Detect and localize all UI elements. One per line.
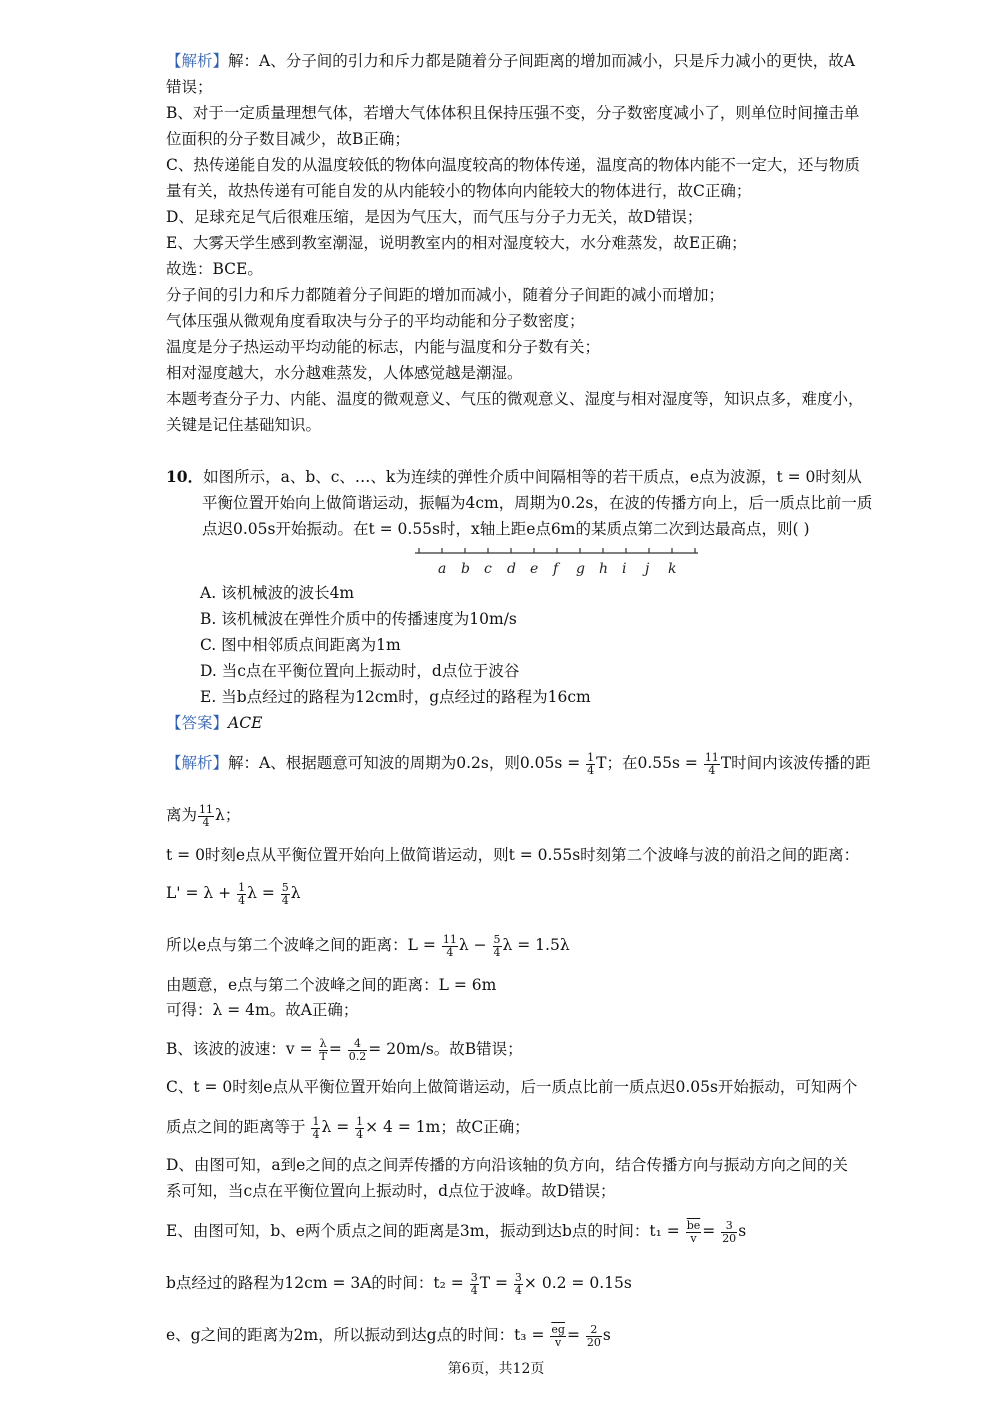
analysis-line-12: 温度是分子热运动平均动能的标志，内能与温度和分子数有关； — [166, 338, 601, 356]
question-stem-line-3: 点迟0.05s开始振动。在t = 0.55s时，x轴上距e点6m的某质点第二次到达最高点，则( ) — [202, 520, 810, 538]
axis-label-c: c — [484, 561, 492, 577]
analysis2-line-9: C、t = 0时刻e点从平衡位置开始向上做简谐运动，后一质点比前一质点迟0.05s开始振动，可知两个 — [166, 1078, 858, 1096]
option-c[interactable]: C. 图中相邻质点间距离为1m — [200, 636, 401, 654]
question-number: 10． — [166, 467, 204, 486]
analysis-line-3: B、对于一定质量理想气体，若增大气体体积且保持压强不变，分子数密度减小了，则单位时间撞击单 — [166, 104, 860, 122]
analysis-tag: 【解析】 — [166, 52, 229, 70]
question-stem-line-1: 10．如图所示，a、b、c、…、k为连续的弹性介质中间隔相等的若干质点，e点为波源，t = 0时刻从 — [166, 467, 862, 486]
option-d[interactable]: D. 当c点在平衡位置向上振动时，d点位于波谷 — [200, 662, 520, 680]
answer-value: ACE — [228, 714, 263, 732]
analysis-line-5: C、热传递能自发的从温度较低的物体向温度较高的物体传递，温度高的物体内能不一定大，还与物质 — [166, 156, 860, 174]
analysis-line-13: 相对湿度越大，水分越难蒸发，人体感觉越是潮湿。 — [166, 364, 523, 382]
question-stem-line-2: 平衡位置开始向上做简谐运动，振幅为4cm，周期为0.2s，在波的传播方向上，后一质点比前一质 — [202, 494, 873, 512]
analysis2-line-4: L' = λ + $\frac{1}{4}$ λ = $\frac{5}{4}$ λ — [166, 880, 301, 907]
analysis-line-14: 本题考查分子力、内能、温度的微观意义、气压的微观意义、湿度与相对湿度等，知识点多，难度小， — [166, 390, 864, 408]
analysis-line-11: 气体压强从微观角度看取决与分子的平均动能和分子数密度； — [166, 312, 585, 330]
analysis-line-7: D、足球充足气后很难压缩，是因为气压大，而气压与分子力无关，故D错误； — [166, 208, 703, 226]
axis-label-d: d — [507, 561, 516, 577]
analysis-line-2: 错误； — [166, 78, 213, 96]
axis-label-g: g — [576, 561, 585, 577]
axis-label-j: j — [645, 561, 650, 577]
analysis2-line-13: E、由图可知，b、e两个质点之间的距离是3m，振动到达b点的时间：t₁ = $\frac{\overline{be}}{v}$ = $\frac{3}{20}$ s — [166, 1218, 747, 1245]
analysis2-line-15: e、g之间的距离为2m，所以振动到达g点的时间：t₃ = $\frac{\overline{eg}}{v}$ = $\frac{2}{20}$ s — [166, 1322, 611, 1349]
analysis2-line-12: 系可知，当c点在平衡位置向上振动时，d点位于波峰。故D错误； — [166, 1182, 616, 1200]
analysis2-line-11: D、由图可知，a到e之间的点之间弄传播的方向沿该轴的负方向，结合传播方向与振动方向之间的关 — [166, 1156, 848, 1174]
analysis-line-10: 分子间的引力和斥力都随着分子间距的增加而减小，随着分子间距的减小而增加； — [166, 286, 725, 304]
analysis2-line-14: b点经过的路程为12cm = 3A的时间：t₂ = $\frac{3}{4}$ T = $\frac{3}{4}$ × 0.2 = 0.15s — [166, 1270, 632, 1297]
answer-tag: 【答案】 — [166, 714, 229, 732]
axis-label-e: e — [530, 561, 539, 577]
option-b[interactable]: B. 该机械波在弹性介质中的传播速度为10m/s — [200, 610, 517, 628]
analysis2-line-6: 由题意，e点与第二个波峰之间的距离：L = 6m — [166, 976, 497, 994]
option-e[interactable]: E. 当b点经过的路程为12cm时，g点经过的路程为16cm — [200, 688, 591, 706]
axis-label-k: k — [668, 561, 677, 577]
analysis2-line-1: 【解析】解：A、根据题意可知波的周期为0.2s，则0.05s = $\frac{1}{4}$ T；在0.55s = $\frac{11}{4}$ T时间内该波传播的距 — [166, 750, 871, 777]
analysis-line-6: 量有关，故热传递有可能自发的从内能较小的物体向内能较大的物体进行，故C正确； — [166, 182, 752, 200]
analysis2-line-3: t = 0时刻e点从平衡位置开始向上做简谐运动，则t = 0.55s时刻第二个波峰与波的前沿之间的距离： — [166, 846, 860, 864]
particle-axis-diagram — [415, 544, 700, 580]
analysis-line-9: 故选：BCE。 — [166, 260, 263, 278]
page-footer: 第6页，共12页 — [447, 1361, 545, 1377]
analysis2-line-10: 质点之间的距离等于 $\frac{1}{4}$ λ = $\frac{1}{4}$ × 4 = 1m；故C正确； — [166, 1114, 530, 1141]
analysis-line-4: 位面积的分子数目减少，故B正确； — [166, 130, 410, 148]
axis-label-f: f — [553, 561, 559, 577]
analysis2-line-5: 所以e点与第二个波峰之间的距离：L = $\frac{11}{4}$ λ − $\frac{5}{4}$ λ = 1.5λ — [166, 932, 570, 959]
analysis2-line-2: 离为 $\frac{11}{4}$ λ； — [166, 802, 241, 829]
axis-label-i: i — [622, 561, 627, 577]
analysis2-line-8: B、该波的波速：v = $\frac{\lambda}{T}$ = $\frac{4}{0.2}$ = 20m/s。故B错误； — [166, 1036, 523, 1063]
axis-label-b: b — [461, 561, 470, 577]
analysis2-line-7: 可得：λ = 4m。故A正确； — [166, 1001, 359, 1019]
axis-label-h: h — [599, 561, 609, 577]
option-a[interactable]: A. 该机械波的波长4m — [200, 584, 355, 602]
analysis-line-8: E、大雾天学生感到教室潮湿，说明教室内的相对湿度较大，水分难蒸发，故E正确； — [166, 234, 747, 252]
analysis-line-15: 关键是记住基础知识。 — [166, 416, 322, 434]
axis-label-a: a — [438, 561, 447, 577]
answer-line — [166, 712, 262, 734]
analysis-line-1 — [166, 50, 855, 72]
analysis-text: 解：A、分子间的引力和斥力都是随着分子间距离的增加而减小，只是斥力减小的更快，故A — [228, 52, 855, 70]
